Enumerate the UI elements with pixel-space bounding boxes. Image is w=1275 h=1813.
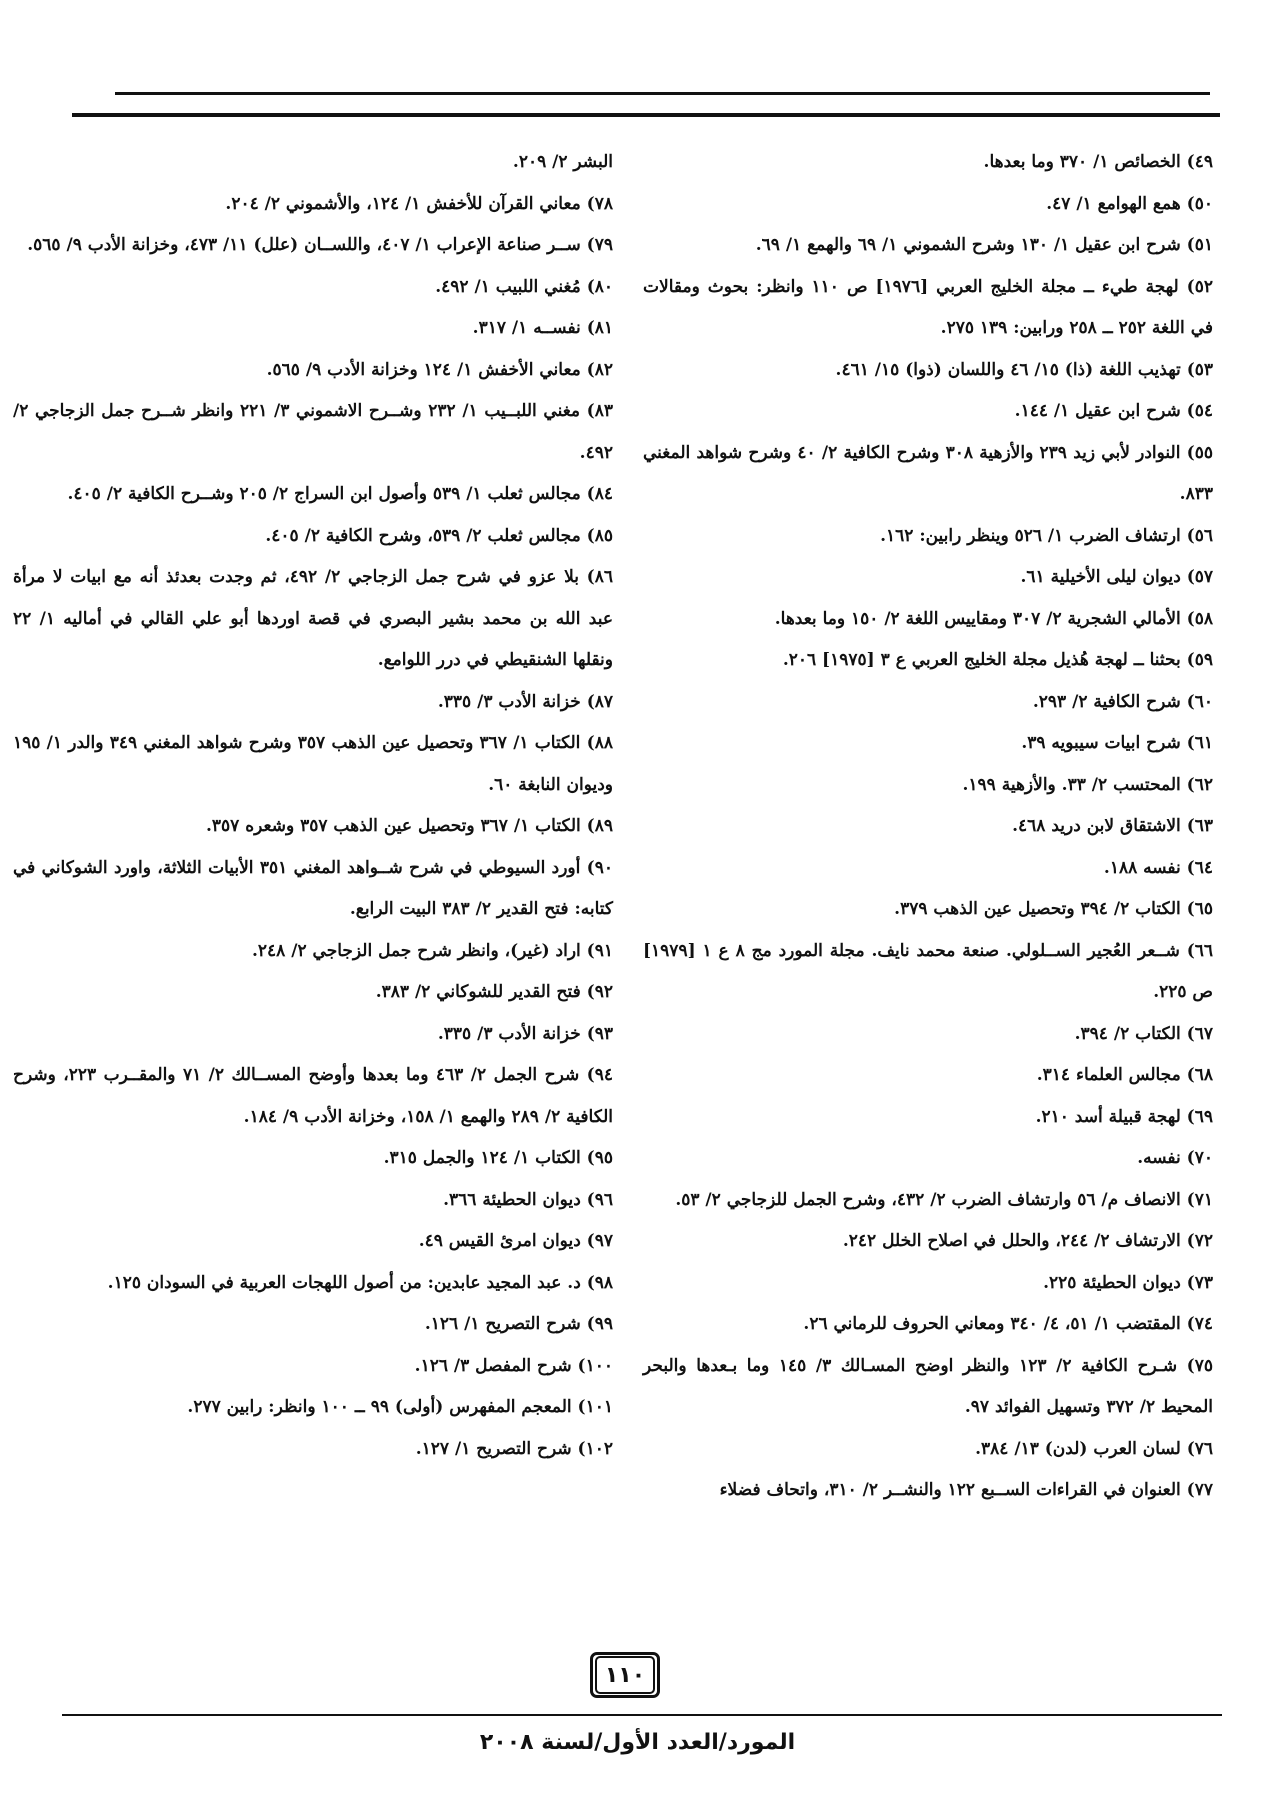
footnote-73: ٧٣) ديوان الحطيئة ٢٢٥. [1043, 1272, 1213, 1293]
footnote-66: ٦٦) شــعر العُجير الســلولي. صنعة محمد نايف. مجلة المورد مج ٨ ع ١ [١٩٧٩] ص ٢٢٥. [643, 940, 1214, 1002]
footnote-100: ١٠٠) شرح المفصل ٣/ ١٢٦. [414, 1355, 613, 1376]
footnote-93: ٩٣) خزانة الأدب ٣/ ٣٣٥. [437, 1023, 613, 1044]
footnote-84: ٨٤) مجالس ثعلب ١/ ٥٣٩ وأصول ابن السراج ٢/ ٢٠٥ وشــرح الكافية ٢/ ٤٠٥. [67, 484, 613, 504]
footnote-64: ٦٤) نفسه ١٨٨. [1103, 857, 1213, 878]
footnotes-column-right [643, 142, 1213, 1512]
footnote-77: ٧٧) العنوان في القراءات الســبع ١٢٢ والنشــر ٢/ ٣١٠، واتحاف فضلاء [719, 1480, 1213, 1500]
footnote-68: ٦٨) مجالس العلماء ٣١٤. [1036, 1065, 1213, 1085]
footnote-82: ٨٢) معاني الأخفش ١/ ١٢٤ وخزانة الأدب ٩/ ٥٦٥. [266, 359, 613, 380]
footnote-95: ٩٥) الكتاب ١/ ١٢٤ والجمل ٣١٥. [383, 1148, 613, 1168]
footnote-75: ٧٥) شـرح الكافية ٢/ ١٢٣ والنظر اوضح المسـالك ٣/ ١٤٥ وما بـعدها والبحر المحيط ٢/ ٣٧٢ وتسهيل الفوائد ٩٧. [643, 1355, 1213, 1417]
footnote-55: ٥٥) النوادر لأبي زيد ٢٣٩ والأزهية ٣٠٨ وشرح الكافية ٢/ ٤٠ وشرح شواهد المغني ٨٣٣. [643, 442, 1213, 504]
footnote-96: ٩٦) ديوان الحطيئة ٣٦٦. [443, 1189, 613, 1210]
header-rule-thin [115, 92, 1210, 95]
footnote-91: ٩١) اراد (غير)، وانظر شرح جمل الزجاجي ٢/ ٢٤٨. [252, 940, 613, 961]
footnote-56: ٥٦) ارتشاف الضرب ١/ ٥٢٦ وينظر رابين: ١٦٢. [880, 525, 1213, 546]
footnote-72: ٧٢) الارتشاف ٢/ ٢٤٤، والحلل في اصلاح الخلل ٢٤٢. [842, 1231, 1213, 1251]
footnote-60: ٦٠) شرح الكافية ٢/ ٢٩٣. [1032, 691, 1213, 712]
footnote-98: ٩٨) د. عبد المجيد عابدين: من أصول اللهجات العربية في السودان ١٢٥. [107, 1272, 613, 1293]
footnote-69: ٦٩) لهجة قبيلة أسد ٢١٠. [1035, 1106, 1213, 1127]
footnote-57: ٥٧) ديوان ليلى الأخيلية ٦١. [1020, 567, 1213, 587]
footnote-70: ٧٠) نفسه. [1137, 1148, 1213, 1168]
page-number: ١١٠ [595, 1656, 655, 1694]
footnote-62: ٦٢) المحتسب ٢/ ٣٣. والأزهية ١٩٩. [962, 774, 1213, 795]
footnote-101: ١٠١) المعجم المفهرس (أولى) ٩٩ ــ ١٠٠ وانظر: رابين ٢٧٧. [187, 1397, 613, 1417]
footnote-83: ٨٣) مغني اللبــيب ١/ ٢٣٢ وشــرح الاشموني ٣/ ٢٢١ وانظر شــرح جمل الزجاجي ٢/ ٤٩٢. [13, 401, 613, 463]
footnote-92: ٩٢) فتح القدير للشوكاني ٢/ ٣٨٣. [375, 982, 613, 1002]
page-number-box [590, 1652, 660, 1698]
footnote-63: ٦٣) الاشتقاق لابن دريد ٤٦٨. [1012, 816, 1213, 836]
footnote-67: ٦٧) الكتاب ٢/ ٣٩٤. [1074, 1023, 1213, 1044]
footnote-86: ٨٦) بلا عزو في شرح جمل الزجاجي ٢/ ٤٩٢، ثم وجدت بعدئذ أنه مع ابيات لا مرأة عبد الله بن محمد بشير البصري في قصة اوردها أبو علي القالي في أماليه ١/ ٢٢ ونقلها الشنقيطي في درر اللوامع. [13, 567, 613, 670]
footnote-99: ٩٩) شرح التصريح ١/ ١٢٦. [424, 1314, 613, 1334]
journal-footer: المورد/العدد الأول/لسنة ٢٠٠٨ [479, 1730, 796, 1755]
footer-rule [62, 1714, 1222, 1716]
footnote-74: ٧٤) المقتضب ١/ ٥١، ٤/ ٣٤٠ ومعاني الحروف للرماني ٢٦. [803, 1314, 1213, 1334]
footnote-78: ٧٨) معاني القرآن للأخفش ١/ ١٢٤، والأشموني ٢/ ٢٠٤. [225, 193, 613, 214]
footnotes-column-left [13, 142, 613, 1470]
footnote-53: ٥٣) تهذيب اللغة (ذا) ١٥/ ٤٦ واللسان (ذوا) ١٥/ ٤٦١. [835, 359, 1213, 380]
footnote-102: ١٠٢) شرح التصريح ١/ ١٢٧. [415, 1438, 613, 1459]
footnote-49: ٤٩) الخصائص ١/ ٣٧٠ وما بعدها. [983, 152, 1213, 172]
footnote-51: ٥١) شرح ابن عقيل ١/ ١٣٠ وشرح الشموني ١/ ٦٩ والهمع ١/ ٦٩. [755, 235, 1213, 255]
footnote-89: ٨٩) الكتاب ١/ ٣٦٧ وتحصيل عين الذهب ٣٥٧ وشعره ٣٥٧. [205, 816, 613, 836]
header-rule-thick [72, 113, 1220, 117]
footnote-94: ٩٤) شرح الجمل ٢/ ٤٦٣ وما بعدها وأوضح المســالك ٢/ ٧١ والمقــرب ٢٢٣، وشرح الكافية ٢/ ٢٨٩ والهمع ١/ ١٥٨، وخزانة الأدب ٩/ ١٨٤. [13, 1065, 613, 1127]
footnote-97: ٩٧) ديوان امرئ القيس ٤٩. [418, 1231, 613, 1251]
footnote-88: ٨٨) الكتاب ١/ ٣٦٧ وتحصيل عين الذهب ٣٥٧ وشرح شواهد المغني ٣٤٩ والدر ١/ ١٩٥ وديوان النابغة ٦٠. [13, 733, 613, 795]
footnote-71: ٧١) الانصاف م/ ٥٦ وارتشاف الضرب ٢/ ٤٣٢، وشرح الجمل للزجاجي ٢/ ٥٣. [675, 1189, 1213, 1210]
footnote-54: ٥٤) شرح ابن عقيل ١/ ١٤٤. [1014, 401, 1213, 421]
footnote-58: ٥٨) الأمالي الشجرية ٢/ ٣٠٧ ومقاييس اللغة ٢/ ١٥٠ وما بعدها. [774, 608, 1213, 629]
footnote-52: ٥٢) لهجة طيء ــ مجلة الخليج العربي [١٩٧٦] ص ١١٠ وانظر: بحوث ومقالات في اللغة ٢٥٢ ــ ٢٥٨ ورابين: ١٣٩ ٢٧٥. [643, 276, 1213, 338]
footnote-59: ٥٩) بحثنا ــ لهجة هُذيل مجلة الخليج العربي ع ٣ [١٩٧٥] ٢٠٦. [782, 650, 1213, 670]
footnote-81: ٨١) نفســه ١/ ٣١٧. [472, 318, 613, 338]
footnote-65: ٦٥) الكتاب ٢/ ٣٩٤ وتحصيل عين الذهب ٣٧٩. [894, 899, 1213, 919]
footnote-76: ٧٦) لسان العرب (لدن) ١٣/ ٣٨٤. [975, 1438, 1213, 1459]
footnote-85: ٨٥) مجالس ثعلب ٢/ ٥٣٩، وشرح الكافية ٢/ ٤٠٥. [265, 525, 613, 546]
footnote-90: ٩٠) أورد السيوطي في شرح شــواهد المغني ٣٥١ الأبيات الثلاثة، واورد الشوكاني في كتابه: فتح القدير ٢/ ٣٨٣ البيت الرابع. [13, 857, 613, 919]
footnote-80: ٨٠) مُغني اللبيب ١/ ٤٩٢. [435, 276, 613, 297]
footnote-79: ٧٩) ســر صناعة الإعراب ١/ ٤٠٧، واللســان (علل) ١١/ ٤٧٣، وخزانة الأدب ٩/ ٥٦٥. [27, 235, 613, 255]
footnote-61: ٦١) شرح ابيات سيبويه ٣٩. [1021, 733, 1213, 753]
footnote-87: ٨٧) خزانة الأدب ٣/ ٣٣٥. [437, 691, 613, 712]
footnote-77-continued: البشر ٢/ ٢٠٩. [512, 152, 613, 172]
footnote-50: ٥٠) همع الهوامع ١/ ٤٧. [1046, 193, 1213, 214]
